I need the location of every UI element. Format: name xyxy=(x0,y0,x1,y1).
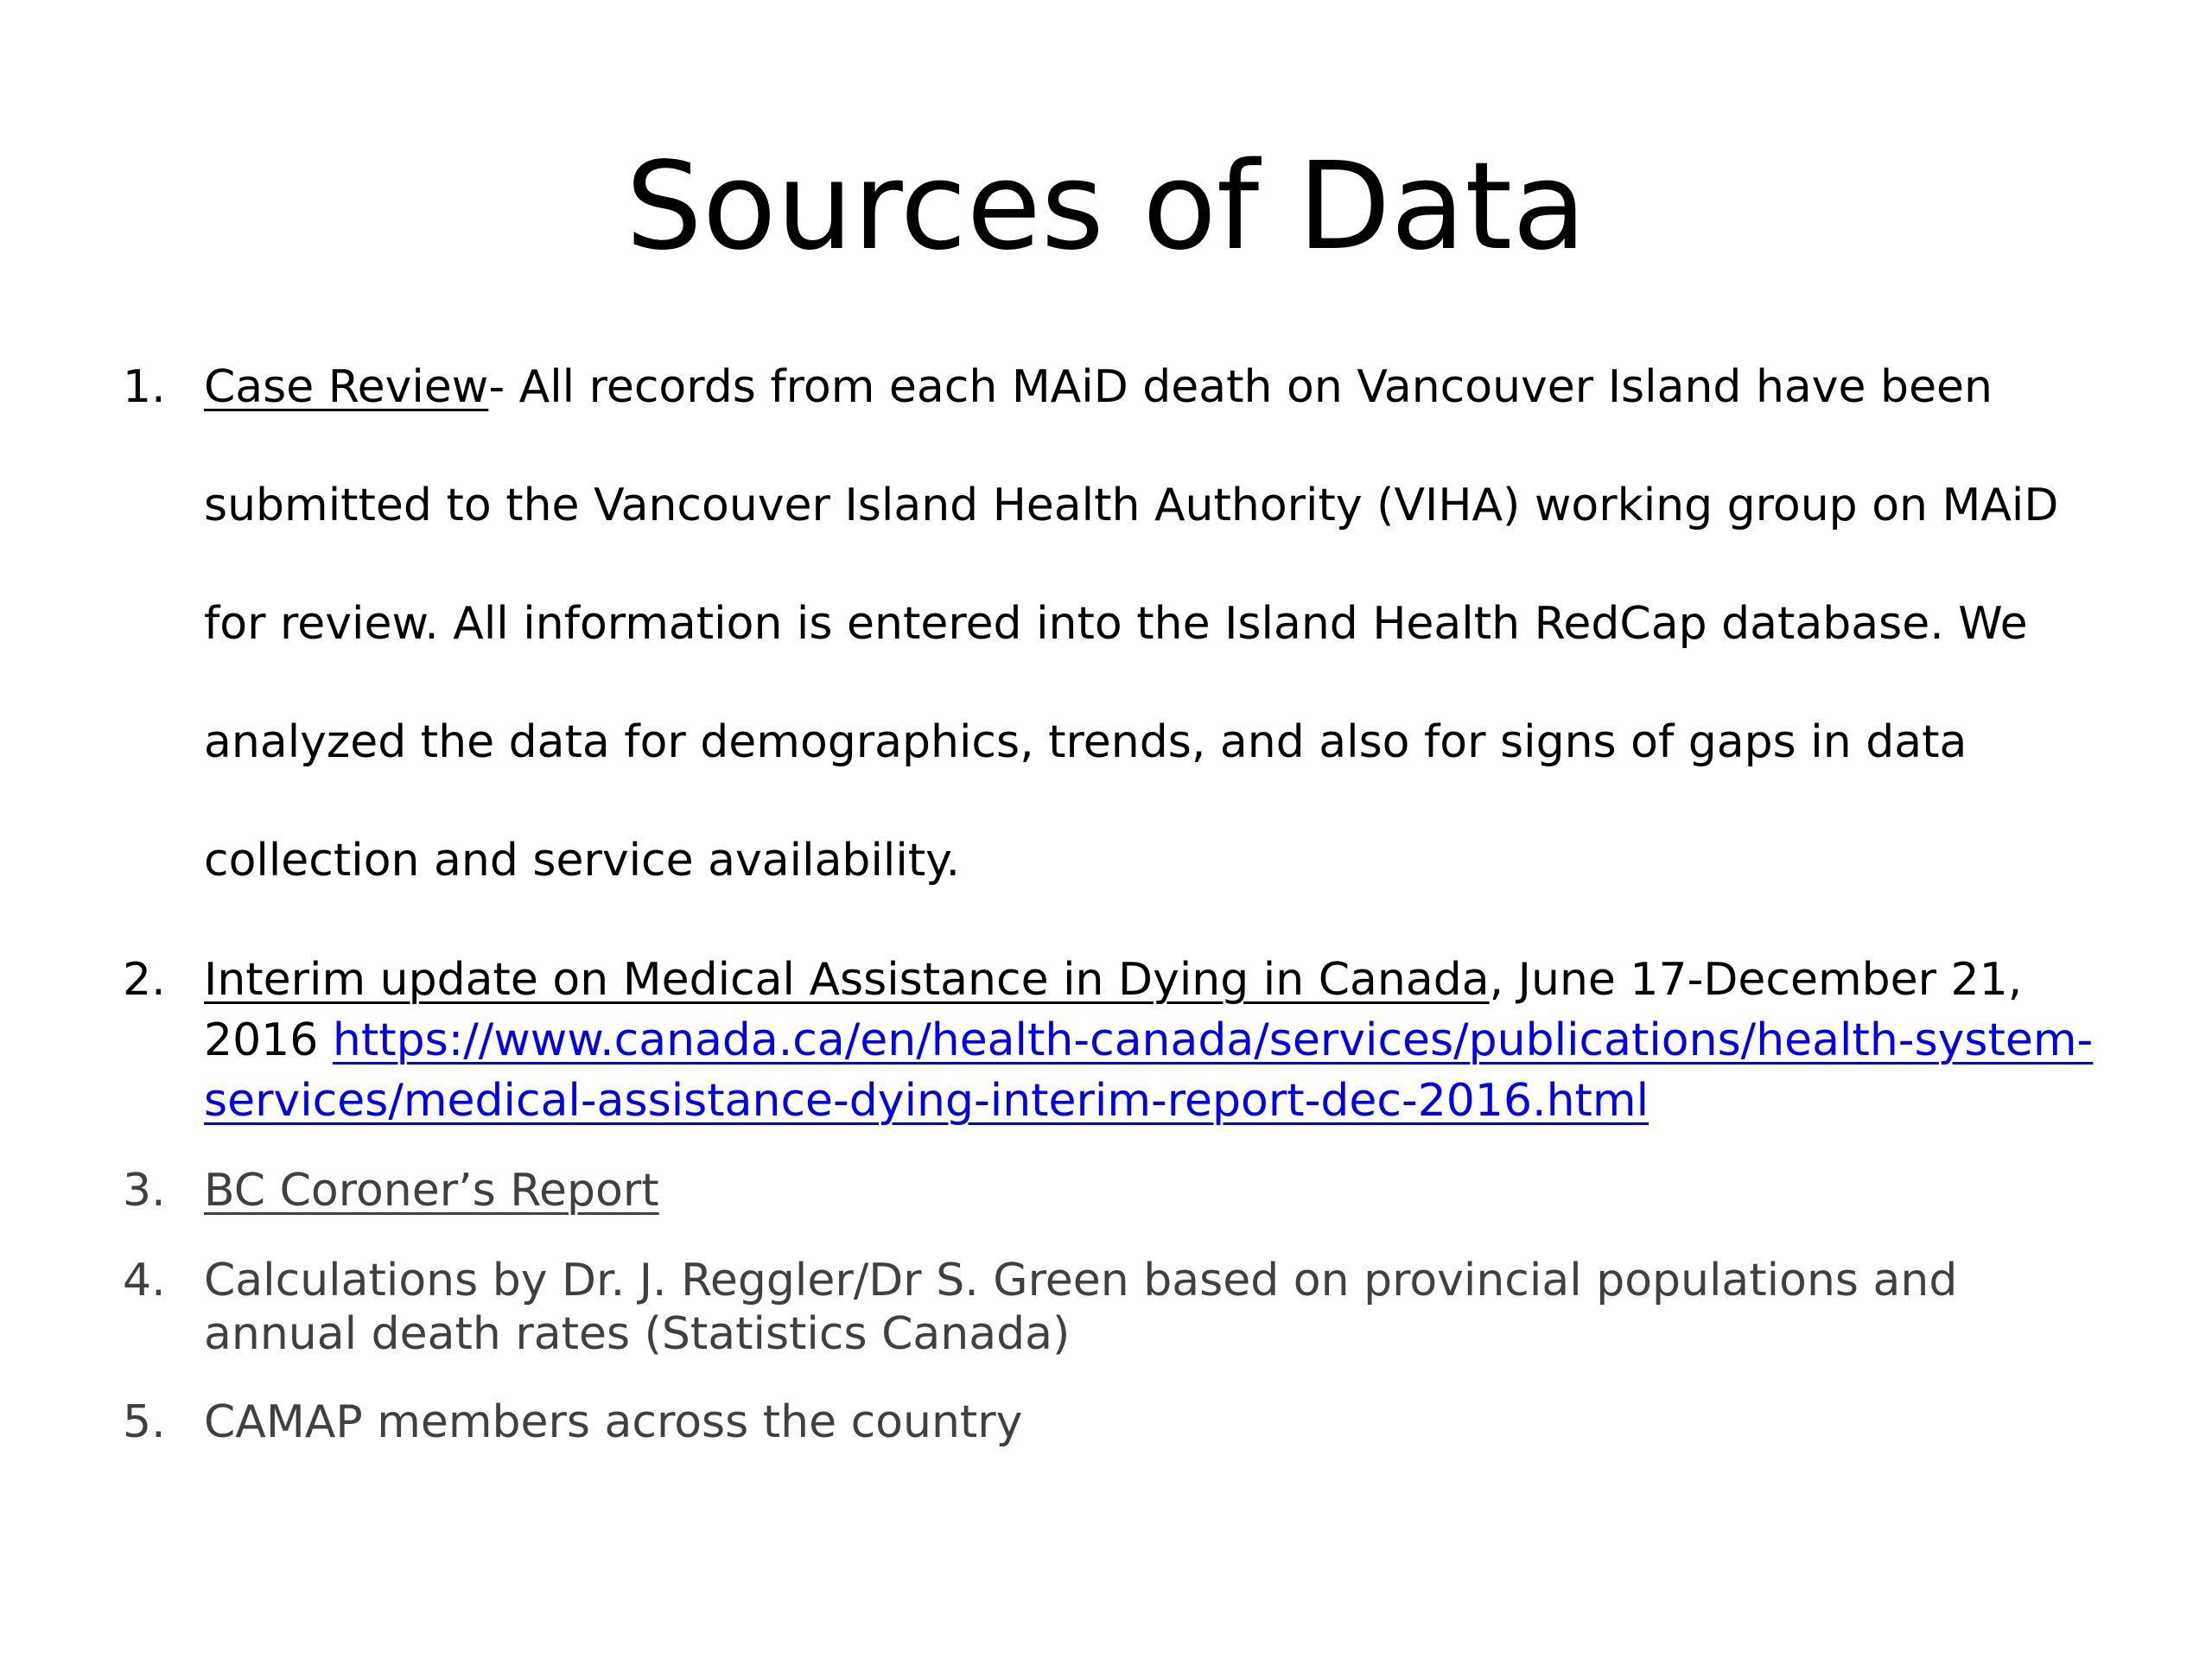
list-item-camap xyxy=(123,1392,2101,1452)
sources-list xyxy=(123,346,2101,1452)
slide-title: Sources of Data xyxy=(625,137,1586,277)
case-review-text: - All records from each MAiD death on Vancouver Island have been submitted to the Vancouver Island Health Authority (VIHA) working group on MAiD for review. All information is entered into the Island Health RedCap database. We analyzed the data for demographics, trends, and also for signs of gaps in data collection and service availability. xyxy=(204,361,2059,887)
list-item-coroner-report xyxy=(123,1160,2101,1221)
list-number: 1. xyxy=(123,361,166,413)
list-number: 2. xyxy=(123,954,166,1006)
interim-update-heading: Interim update on Medical Assistance in Dying in Canada xyxy=(204,954,1490,1006)
list-item-interim-update xyxy=(123,950,2101,1131)
coroner-report-heading: BC Coroner’s Report xyxy=(204,1165,659,1217)
camap-text: CAMAP members across the country xyxy=(204,1396,1023,1448)
list-number: 5. xyxy=(123,1396,166,1448)
interim-update-text: , June 17-December 21, 2016 xyxy=(204,954,2023,1066)
list-item-case-review xyxy=(123,328,2101,920)
case-review-heading: Case Review xyxy=(204,361,489,413)
calculations-text: Calculations by Dr. J. Reggler/Dr S. Green based on provincial populations and annual death rates (Statistics Canada) xyxy=(204,1255,1958,1360)
health-canada-report-link[interactable]: https://www.canada.ca/en/health-canada/services/publications/health-system-services/medical-assistance-dying-interim-report-dec-2016.html xyxy=(204,1014,2094,1127)
list-number: 3. xyxy=(123,1165,166,1217)
list-item-calculations xyxy=(123,1254,2101,1361)
list-number: 4. xyxy=(123,1255,166,1306)
